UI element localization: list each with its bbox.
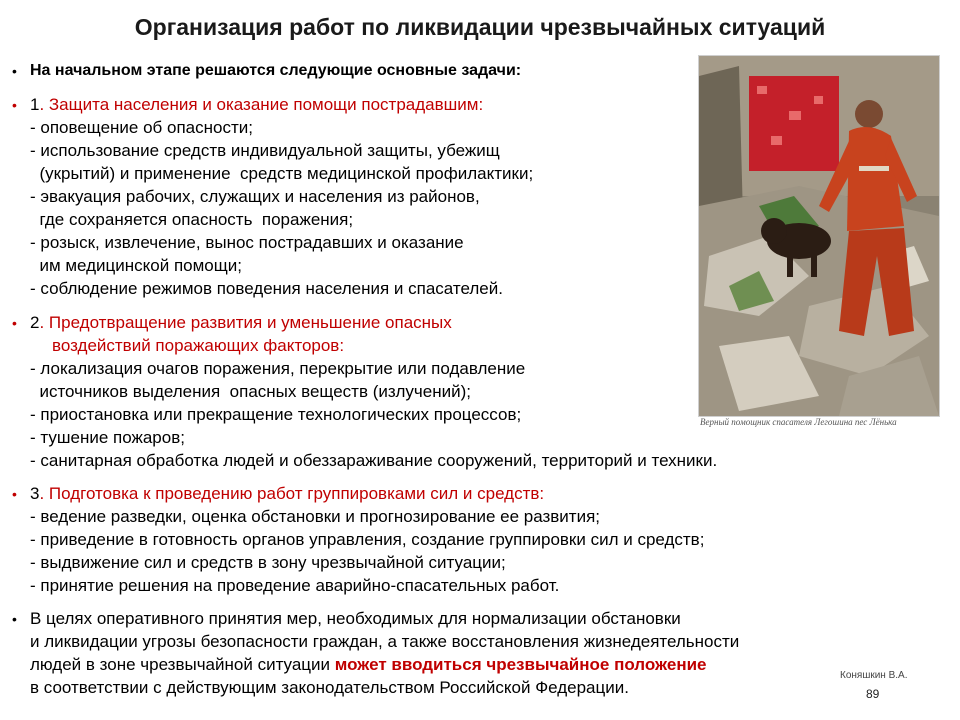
final-line-2: и ликвидации угрозы безопасности граждан, а также восстановления жизнедеятельности	[30, 632, 740, 651]
list-item: - соблюдение режимов поведения населения и спасателей.	[30, 279, 503, 298]
list-item: - приведение в готовность органов управления, создание группировки сил и средств;	[30, 530, 705, 549]
list-item: - эвакуация рабочих, служащих и населения из районов,	[30, 187, 480, 206]
bullet-icon: •	[12, 611, 17, 627]
rescue-photo	[698, 55, 940, 417]
intro-text: На начальном этапе решаются следующие основные задачи:	[30, 62, 522, 79]
list-item: - принятие решения на проведение аварийно-спасательных работ.	[30, 576, 560, 595]
task2-number: 2	[30, 313, 40, 332]
final-line-1: В целях оперативного принятия мер, необходимых для нормализации обстановки	[30, 609, 681, 628]
photo-caption: Верный помощник спасателя Легошина пес Лёнька	[700, 417, 897, 427]
list-item: - тушение пожаров;	[30, 428, 185, 447]
list-item: источников выделения опасных веществ (излучений);	[30, 382, 471, 401]
task2-heading-continued: воздействий поражающих факторов:	[52, 336, 345, 355]
list-item: - санитарная обработка людей и обеззараживание сооружений, территорий и техники.	[30, 451, 718, 470]
list-item: - розыск, извлечение, вынос пострадавших и оказание	[30, 233, 464, 252]
task1-number: 1	[30, 95, 40, 114]
list-item: (укрытий) и применение средств медицинской профилактики;	[30, 164, 534, 183]
final-line-4: в соответствии с действующим законодательством Российской Федерации.	[30, 678, 629, 697]
list-item: - оповещение об опасности;	[30, 118, 253, 137]
task1-heading-text: . Защита населения и оказание помощи пострадавшим:	[39, 95, 484, 114]
final-line-3-text: людей в зоне чрезвычайной ситуации	[30, 655, 335, 674]
task2-heading-text: . Предотвращение развития и уменьшение опасных	[39, 313, 452, 332]
final-line-3	[30, 654, 707, 676]
list-item: - использование средств индивидуальной защиты, убежищ	[30, 141, 500, 160]
task3-heading	[30, 483, 544, 505]
task2-heading	[30, 312, 452, 334]
list-item: где сохраняется опасность поражения;	[30, 210, 354, 229]
bullet-icon: •	[12, 63, 17, 79]
list-item: - приостановка или прекращение технологических процессов;	[30, 405, 522, 424]
bullet-icon: •	[12, 315, 17, 331]
list-item: - локализация очагов поражения, перекрытие или подавление	[30, 359, 526, 378]
task3-number: 3	[30, 484, 40, 503]
list-item: им медицинской помощи;	[30, 256, 242, 275]
author-name: Коняшкин В.А.	[840, 670, 908, 681]
page-title: Организация работ по ликвидации чрезвычайных ситуаций	[134, 14, 826, 40]
bullet-icon: •	[12, 486, 17, 502]
task3-heading-text: . Подготовка к проведению работ группировками сил и средств:	[39, 484, 545, 503]
list-item: - ведение разведки, оценка обстановки и прогнозирование ее развития;	[30, 507, 601, 526]
bullet-icon: •	[12, 97, 17, 113]
page-number: 89	[866, 687, 880, 701]
task1-heading	[30, 94, 483, 116]
emergency-state-emphasis: может вводиться чрезвычайное положение	[334, 655, 707, 674]
list-item: - выдвижение сил и средств в зону чрезвычайной ситуации;	[30, 553, 506, 572]
